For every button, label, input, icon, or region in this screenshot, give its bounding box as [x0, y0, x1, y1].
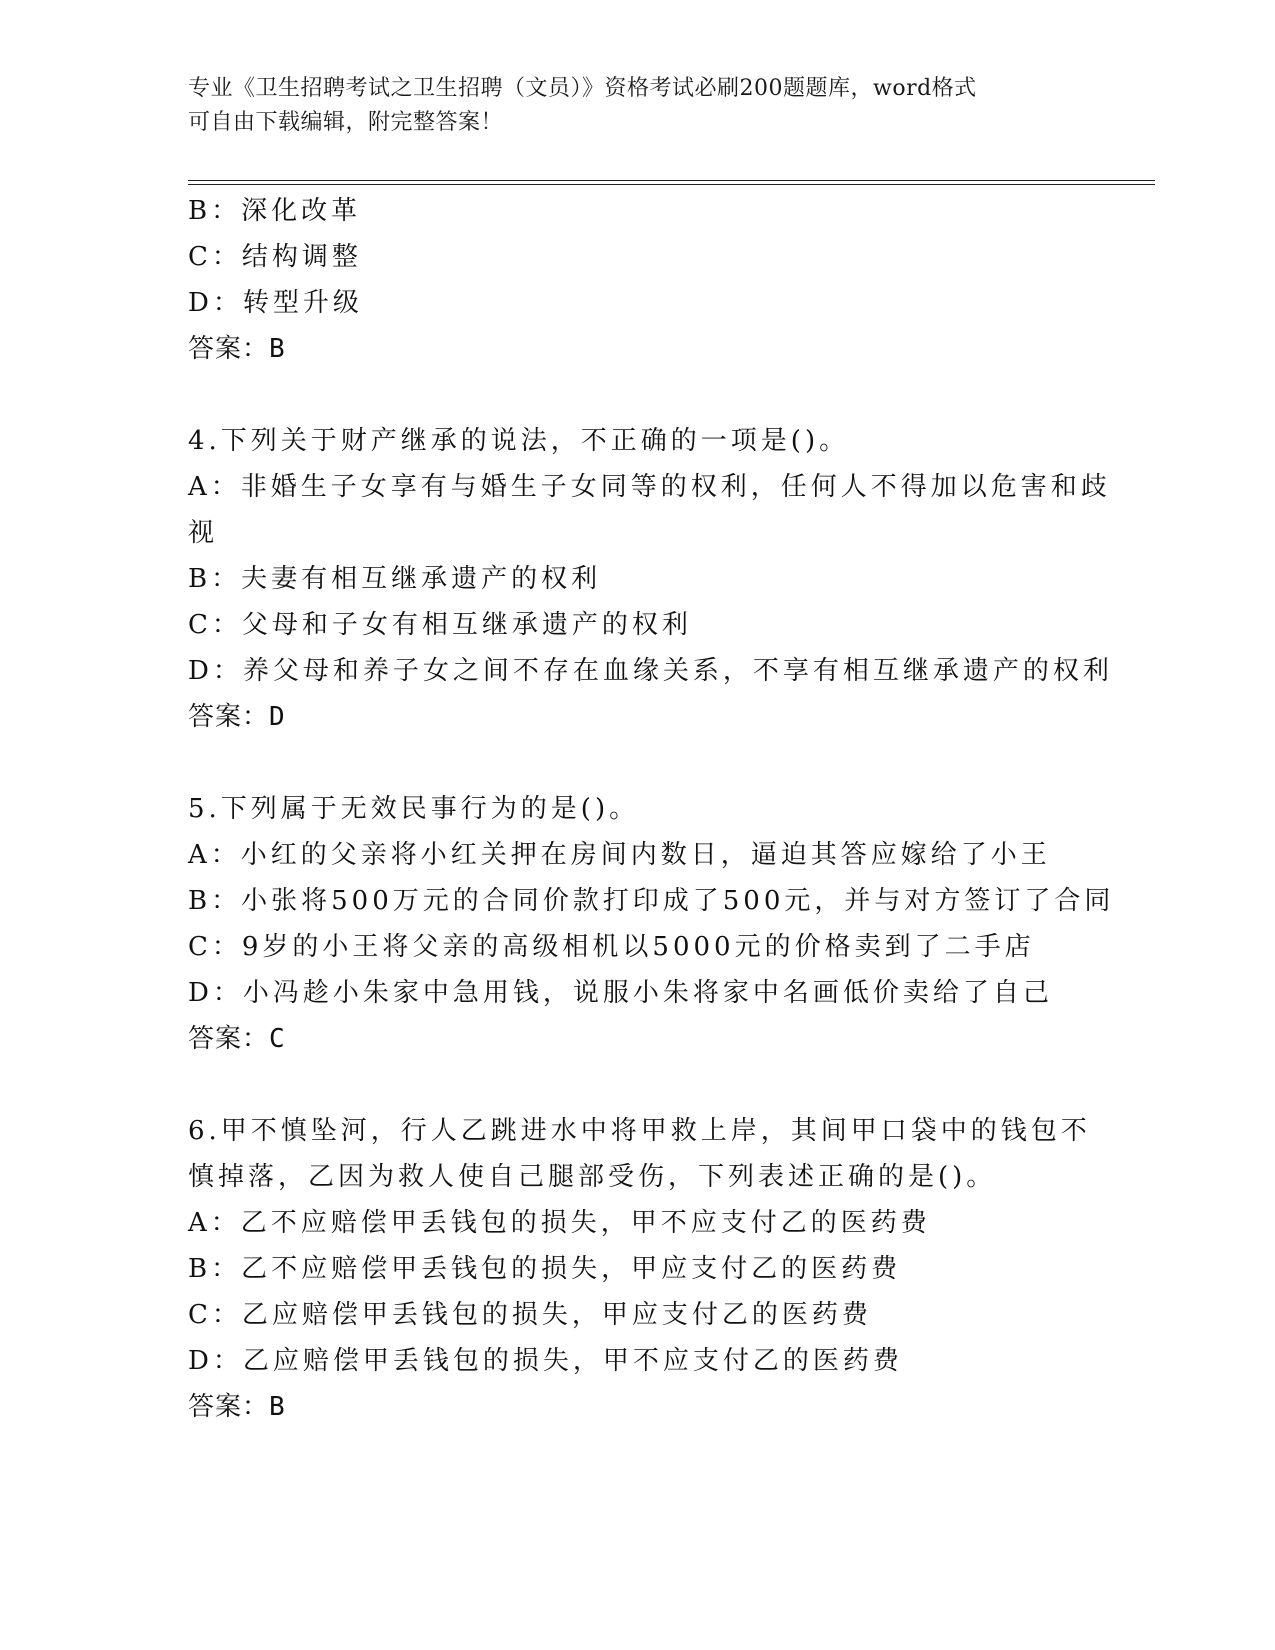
q4-option-a-line-2: 视	[188, 518, 219, 548]
q4-answer: 答案：D	[188, 702, 286, 732]
q6-question-line-2: 慎掉落，乙因为救人使自己腿部受伤，下列表述正确的是()。	[188, 1162, 997, 1192]
q3-answer: 答案：B	[188, 334, 286, 364]
q5-option-c: C：9岁的小王将父亲的高级相机以5000元的价格卖到了二手店	[188, 932, 1035, 962]
question-3-fragment	[188, 188, 1088, 372]
header-double-rule	[188, 180, 1155, 185]
q4-option-a-line-1: A：非婚生子女享有与婚生子女同等的权利，任何人不得加以危害和歧	[188, 472, 1111, 502]
header-line-1: 专业《卫生招聘考试之卫生招聘（文员）》资格考试必刷200题题库，word格式	[188, 76, 977, 101]
q5-answer: 答案：C	[188, 1024, 286, 1054]
question-6	[188, 1108, 1091, 1430]
q3-option-b: B：深化改革	[188, 196, 362, 226]
document-header	[188, 72, 1068, 140]
q4-question: 4.下列关于财产继承的说法，不正确的一项是()。	[188, 426, 850, 456]
q5-option-b: B：小张将500万元的合同价款打印成了500元，并与对方签订了合同	[188, 886, 1115, 916]
question-4	[188, 418, 1113, 740]
q5-question: 5.下列属于无效民事行为的是()。	[188, 794, 640, 824]
q5-option-a: A：小红的父亲将小红关押在房间内数日，逼迫其答应嫁给了小王	[188, 840, 1051, 870]
q6-question-line-1: 6.甲不慎坠河，行人乙跳进水中将甲救上岸，其间甲口袋中的钱包不	[188, 1116, 1091, 1146]
question-list	[188, 188, 1115, 1430]
question-5	[188, 786, 1115, 1062]
q4-option-b: B：夫妻有相互继承遗产的权利	[188, 564, 602, 594]
spacer	[188, 740, 1088, 786]
q4-option-c: C：父母和子女有相互继承遗产的权利	[188, 610, 692, 640]
q3-option-c: C：结构调整	[188, 242, 362, 272]
q6-option-a: A：乙不应赔偿甲丢钱包的损失，甲不应支付乙的医药费	[188, 1208, 931, 1238]
q6-option-c: C：乙应赔偿甲丢钱包的损失，甲应支付乙的医药费	[188, 1300, 872, 1330]
spacer	[188, 372, 1088, 418]
q6-option-d: D：乙应赔偿甲丢钱包的损失，甲不应支付乙的医药费	[188, 1346, 903, 1376]
header-line-2: 可自由下载编辑，附完整答案！	[188, 110, 504, 135]
q6-option-b: B：乙不应赔偿甲丢钱包的损失，甲应支付乙的医药费	[188, 1254, 902, 1284]
q3-option-d: D：转型升级	[188, 288, 363, 318]
q4-option-d: D：养父母和养子女之间不存在血缘关系，不享有相互继承遗产的权利	[188, 656, 1113, 686]
q6-answer: 答案：B	[188, 1392, 286, 1422]
q5-option-d: D：小冯趁小朱家中急用钱，说服小朱将家中名画低价卖给了自己	[188, 978, 1053, 1008]
spacer	[188, 1062, 1088, 1108]
